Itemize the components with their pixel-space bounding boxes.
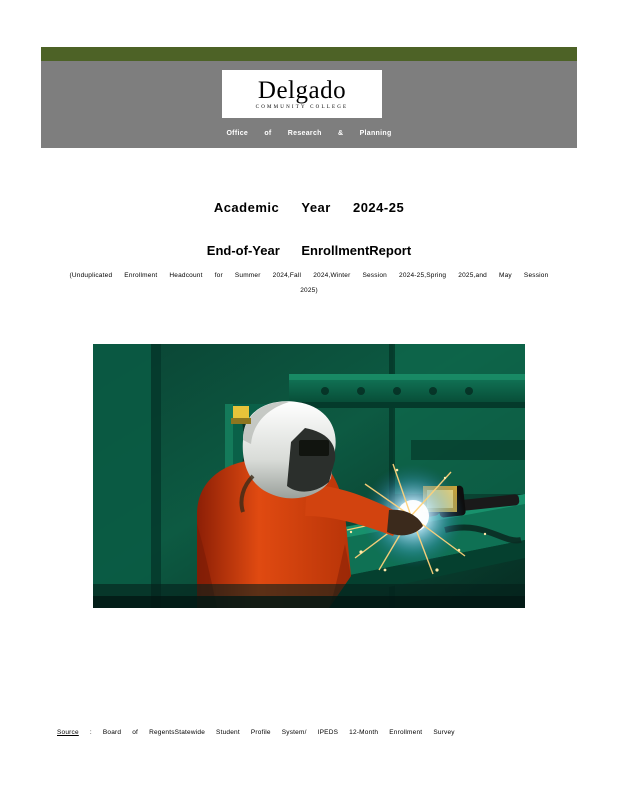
source-word-9: Survey	[433, 729, 455, 736]
subtitle-word-12: 2025)	[300, 287, 318, 294]
source-word-6: IPEDS	[317, 729, 339, 736]
subtitle-word-8: 2024-25,Spring	[399, 272, 447, 279]
subtitle-word-3: for	[214, 272, 223, 279]
office-of-research-and-planning	[41, 130, 577, 137]
source-word-7: 12-Month	[349, 729, 379, 736]
source-note	[57, 729, 577, 736]
subtitle-word-2: Headcount	[169, 272, 203, 279]
subtitle-word-6: 2024,Winter	[313, 272, 351, 279]
logo-wordmark: Delgado	[257, 77, 347, 104]
delgado-logo	[222, 70, 382, 118]
source-word-5: System/	[281, 729, 307, 736]
subtitle-word-7: Session	[362, 272, 387, 279]
subtitle-word-9: 2025,and	[458, 272, 487, 279]
subtitle-word-5: 2024,Fall	[272, 272, 302, 279]
report-title-word-0: End-of-Year	[206, 243, 280, 258]
source-word-0: Board	[102, 729, 122, 736]
report-subtitle	[55, 268, 563, 298]
office-word-1: of	[264, 130, 272, 137]
office-word-3: &	[337, 130, 344, 137]
source-word-2: RegentsStatewide	[149, 729, 206, 736]
report-title	[0, 243, 618, 258]
office-word-2: Research	[287, 130, 322, 137]
academic-year-word-1: Year	[301, 200, 331, 215]
report-title-word-1: EnrollmentReport	[301, 243, 412, 258]
academic-year-title	[0, 200, 618, 215]
office-word-0: Office	[226, 130, 249, 137]
source-word-8: Enrollment	[389, 729, 423, 736]
header-green-bar	[41, 47, 577, 61]
subtitle-word-4: Summer	[234, 272, 261, 279]
source-word-3: Student	[216, 729, 240, 736]
subtitle-word-10: May	[499, 272, 512, 279]
source-word-4: Profile	[250, 729, 271, 736]
academic-year-word-0: Academic	[213, 200, 280, 215]
source-word-1: of	[132, 729, 139, 736]
welder-illustration	[93, 344, 525, 608]
source-separator: :	[89, 729, 92, 736]
subtitle-word-11: Session	[523, 272, 549, 279]
subtitle-word-0: (Unduplicated	[69, 272, 113, 279]
subtitle-word-1: Enrollment	[124, 272, 158, 279]
logo-subtext: COMMUNITY COLLEGE	[255, 105, 349, 110]
cover-photo-welder	[93, 344, 525, 608]
academic-year-word-2: 2024-25	[352, 200, 405, 215]
office-word-4: Planning	[359, 130, 392, 137]
source-label: Source	[57, 729, 79, 736]
